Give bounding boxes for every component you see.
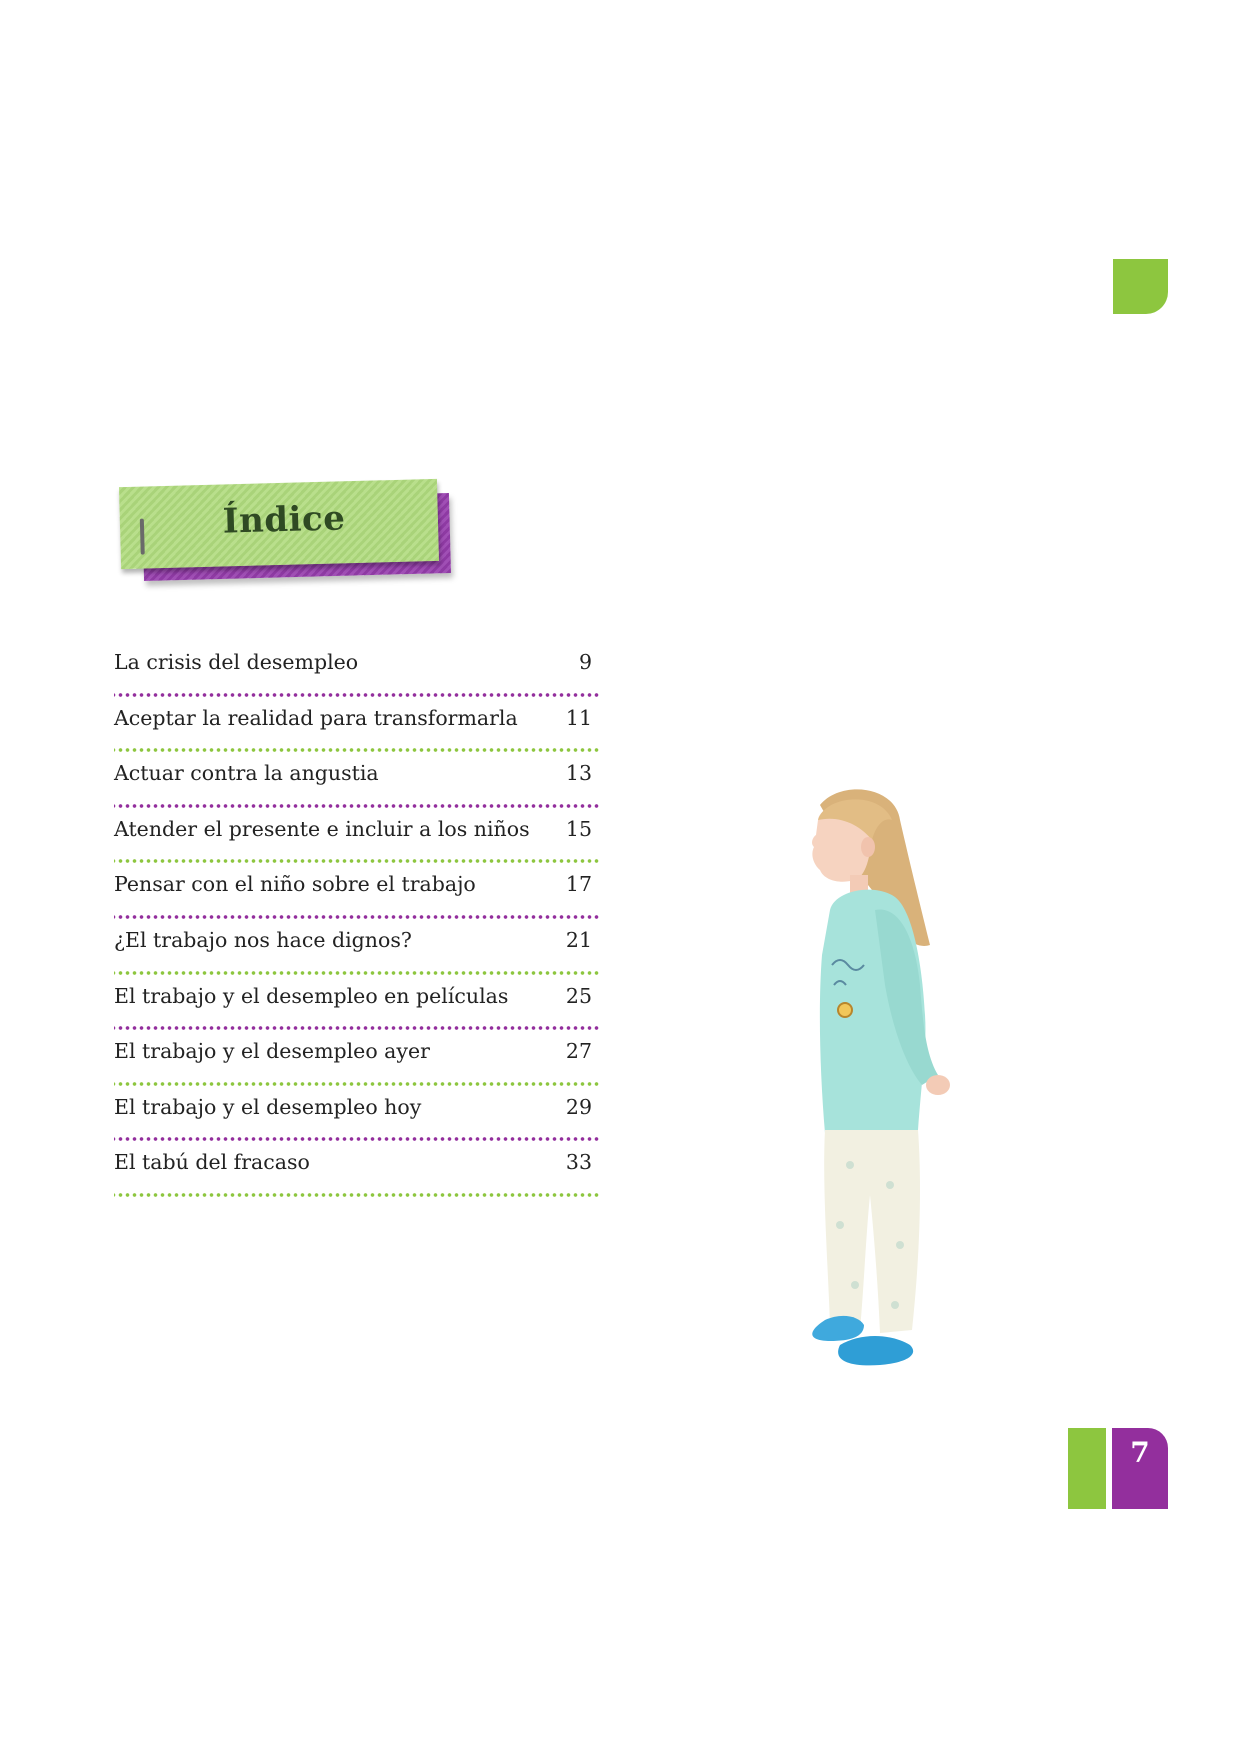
- toc-item-page: 15: [565, 816, 592, 841]
- child-hand: [926, 1075, 950, 1095]
- page-number: 7: [1130, 1436, 1150, 1469]
- toc-item-page: 27: [565, 1039, 592, 1064]
- toc-item-title: Aceptar la realidad para transformarla: [114, 705, 518, 730]
- toc-item[interactable]: [114, 1142, 600, 1198]
- toc-item[interactable]: [114, 864, 600, 920]
- toc-item[interactable]: [114, 698, 600, 754]
- toc-item-page: 13: [565, 761, 592, 786]
- page-tab-purple: [1112, 1428, 1168, 1509]
- toc-item-page: 21: [565, 927, 592, 952]
- toc-item-page: 25: [565, 983, 592, 1008]
- toc-item[interactable]: [114, 753, 600, 809]
- table-of-contents: [114, 642, 600, 1198]
- corner-decoration-tab: [1113, 259, 1168, 314]
- page-title: Índice: [222, 498, 346, 542]
- toc-item[interactable]: [114, 1087, 600, 1143]
- toc-item-title: El trabajo y el desempleo ayer: [114, 1039, 430, 1064]
- toc-item-page: 9: [578, 650, 592, 674]
- toc-item-title: Pensar con el niño sobre el trabajo: [114, 872, 476, 897]
- toc-item-title: ¿El trabajo nos hace dignos?: [114, 927, 412, 952]
- heading-label: [115, 475, 465, 590]
- toc-item-title: El tabú del fracaso: [114, 1150, 310, 1175]
- toc-item[interactable]: [114, 920, 600, 976]
- child-ear: [861, 837, 875, 857]
- toc-item[interactable]: [114, 1031, 600, 1087]
- toc-item[interactable]: [114, 642, 600, 698]
- toc-item-title: El trabajo y el desempleo en películas: [114, 983, 509, 1008]
- child-photo: [780, 785, 960, 1405]
- toc-item-title: La crisis del desempleo: [114, 650, 359, 674]
- child-shoe-front: [838, 1336, 913, 1365]
- toc-item-title: Atender el presente e incluir a los niños: [114, 816, 530, 841]
- toc-item-title: El trabajo y el desempleo hoy: [114, 1094, 422, 1119]
- toc-item-page: 17: [565, 872, 592, 897]
- child-pants: [824, 1130, 920, 1333]
- child-shoe-back: [812, 1316, 864, 1341]
- toc-item-page: 11: [565, 705, 592, 730]
- toc-item-page: 29: [565, 1094, 592, 1119]
- toc-item-page: 33: [565, 1150, 592, 1175]
- toc-item[interactable]: [114, 976, 600, 1032]
- page-tab-green: [1068, 1428, 1106, 1509]
- toc-item[interactable]: [114, 809, 600, 865]
- toc-item-title: Actuar contra la angustia: [114, 761, 379, 786]
